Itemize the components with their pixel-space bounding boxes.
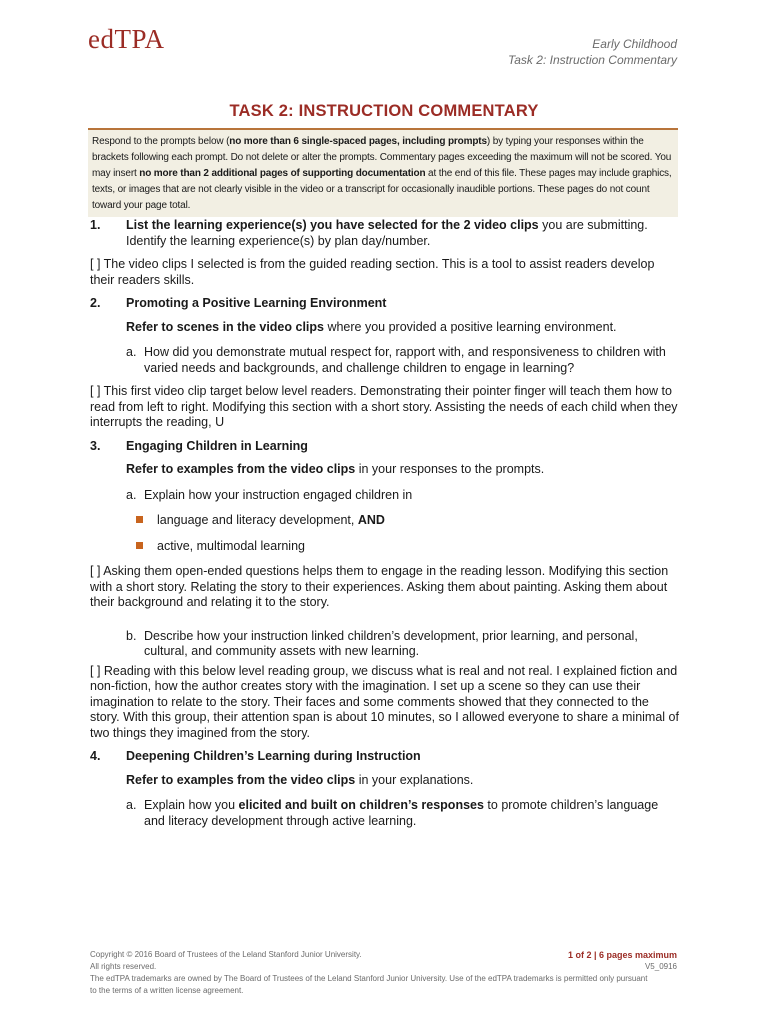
sub-letter: a. (126, 798, 137, 812)
sub-text: Explain how your instruction engaged children in (144, 487, 413, 502)
response-3b[interactable]: [ ] Reading with this below level reading group, we discuss what is real and not real. I explained fiction and non-fiction, how the author creates story with the imagination. I set up a scene so they can use their imagination to relate to the story. Their faces and some comments showed that they connected to the story. With this group, their attention span is about 10 minutes, so I allowed everyone to share a minimal of two things they imagined from the story. (90, 663, 679, 740)
prompt-text (126, 218, 680, 249)
sub-letter: a. (126, 345, 137, 359)
refer-rest: in your responses to the prompts. (355, 462, 545, 476)
sub-post: to promote children’s language and literacy development through active learning. (144, 798, 659, 828)
intro-text-3: at the end of this file. These pages may include graphics, texts, or images that are not clearly visible in the video or a transcript for occasionally inaudible portions. These pages do not count toward your page total. (92, 168, 672, 211)
header-task: Task 2: Instruction Commentary (508, 53, 677, 67)
footer-page-info (568, 949, 677, 973)
bullet-bold: AND (357, 513, 385, 527)
response-3a[interactable]: [ ] Asking them open-ended questions helps them to engage in the reading lesson. Modifying this section with a short story. Relating the story to their experiences. Asking them about painting. Asking them about their background and relating it to the story. (90, 564, 669, 609)
footer-copyright: Copyright © 2016 Board of Trustees of the Leland Stanford Junior University. (90, 950, 362, 959)
prompt-heading: Engaging Children in Learning (126, 438, 308, 453)
sub-prompt-a (126, 345, 680, 376)
sub-letter: b. (126, 628, 137, 643)
square-bullet-icon (136, 542, 143, 549)
sub-bold: elicited and built on children’s responses (238, 798, 484, 812)
prompt-rest: you are submitting. Identify the learning experience(s) by plan day/number. (126, 218, 648, 248)
sub-prompt-a (126, 798, 680, 829)
edtpa-logo: edTPA (88, 24, 165, 54)
prompt-number: 3. (90, 438, 101, 453)
response-2a[interactable]: [ ] This first video clip target below level readers. Demonstrating their pointer finger will teach them how to read from left to right. Modifying this section with a short story. Assisting the needs of each child when they interrupts the reading, U (90, 384, 678, 429)
bullet-plain: language and literacy development, (157, 513, 358, 527)
intro-bold-2: no more than 2 additional pages of supporting documentation (139, 168, 426, 179)
refer-instruction (126, 773, 680, 789)
page-count: 1 of 2 | 6 pages maximum (567, 950, 677, 960)
sub-letter: a. (126, 487, 137, 502)
bullet-text: active, multimodal learning (157, 538, 305, 553)
intro-text-2: ) by typing your responses within the brackets following each prompt. Do not delete or alter the prompts. Commentary pages exceeding the maximum will not be scored. You may insert (92, 136, 672, 179)
footer-rights: All rights reserved. (90, 962, 157, 971)
refer-instruction (126, 462, 680, 478)
response-1[interactable]: [ ] The video clips I selected is from the guided reading section. This is a tool to assist readers develop their readers skills. (90, 257, 655, 287)
square-bullet-icon (136, 516, 143, 523)
footer-trademark: The edTPA trademarks are owned by The Board of Trustees of the Leland Stanford Junior University. Use of the edTPA trademarks is permitted only pursuant to the terms of a written license agreement. (90, 974, 648, 995)
sub-prompt-b (126, 629, 680, 660)
refer-instruction (126, 320, 680, 336)
header-info (508, 36, 677, 68)
prompt-4 (90, 749, 680, 765)
prompt-bold: List the learning experience(s) you have selected for the 2 video clips (126, 218, 539, 232)
prompt-heading: Promoting a Positive Learning Environment (126, 296, 387, 310)
refer-bold: Refer to examples from the video clips (126, 772, 356, 787)
prompt-1 (90, 218, 680, 249)
prompt-number: 1. (90, 218, 101, 232)
prompt-2 (90, 296, 680, 312)
header-field: Early Childhood (592, 37, 677, 51)
refer-bold: Refer to examples from the video clips (126, 462, 356, 476)
intro-bold-1: no more than 6 single-spaced pages, including prompts (229, 136, 487, 147)
bullet-item (136, 539, 680, 555)
sub-text: How did you demonstrate mutual respect for, rapport with, and responsiveness to children with varied needs and backgrounds, and challenge children to engage in learning? (144, 345, 666, 375)
sub-text (144, 798, 680, 829)
commentary-body (90, 218, 680, 837)
refer-bold: Refer to scenes in the video clips (126, 319, 324, 334)
sub-prompt-a (126, 488, 680, 504)
bullet-item (136, 513, 680, 529)
intro-text-1: Respond to the prompts below ( (92, 136, 230, 147)
prompt-3 (90, 439, 680, 455)
prompt-number: 4. (90, 749, 101, 763)
prompt-heading: Deepening Children’s Learning during Instruction (126, 749, 421, 763)
sub-text: Describe how your instruction linked children’s development, prior learning, and personal, cultural, and community assets with new learning. (144, 628, 638, 658)
page-title: TASK 2: INSTRUCTION COMMENTARY (229, 102, 539, 120)
version-label: V5_0916 (644, 962, 677, 971)
bullet-text (157, 513, 385, 529)
footer-legal (90, 949, 650, 997)
instructions-box (88, 128, 678, 217)
prompt-number: 2. (90, 296, 101, 310)
refer-rest: where you provided a positive learning environment. (323, 319, 617, 334)
sub-pre: Explain how you (144, 798, 239, 812)
refer-rest: in your explanations. (355, 772, 474, 787)
